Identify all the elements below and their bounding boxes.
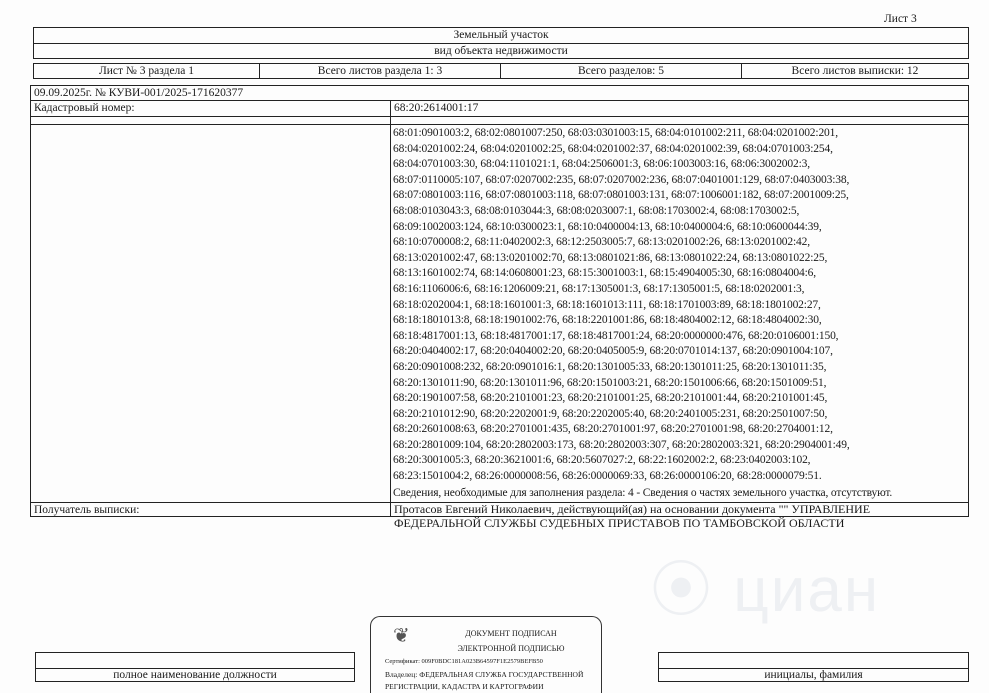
- cadastral-numbers-line: 68:07:0801003:116, 68:07:0801003:118, 68:07:0801003:131, 68:07:1006001:182, 68:07:2001009:25,: [393, 189, 849, 202]
- emblem-icon: ❦: [393, 625, 410, 647]
- cadastral-numbers-line: 68:01:0901003:2, 68:02:0801007:250, 68:03:0301003:15, 68:04:0101002:211, 68:04:0201002:201,: [393, 127, 838, 139]
- cadastral-numbers-line: 68:20:0404002:17, 68:20:0404002:20, 68:20:0405005:9, 68:20:0701014:137, 68:20:0901004:107,: [393, 345, 833, 358]
- cadastral-numbers-line: 68:20:3001005:3, 68:20:3621001:6, 68:20:5607027:2, 68:22:1602002:2, 68:23:0402003:102,: [393, 454, 811, 467]
- cadastral-numbers-line: 68:18:0202004:1, 68:18:1601001:3, 68:18:1601013:111, 68:18:1701003:89, 68:18:1801002:27,: [393, 298, 821, 311]
- stamp-owner-2: РЕГИСТРАЦИИ, КАДАСТРА И КАРТОГРАФИИ: [385, 682, 544, 691]
- cadastral-numbers-line: 68:04:0701003:30, 68:04:1101021:1, 68:04:2506001:3, 68:06:1003003:16, 68:06:3002002:3,: [393, 158, 810, 171]
- sections-total: Всего разделов: 5: [501, 64, 742, 78]
- cadastral-numbers-line: 68:04:0201002:24, 68:04:0201002:25, 68:04:0201002:37, 68:04:0201002:39, 68:04:0701003:254,: [393, 142, 833, 155]
- document-number: 09.09.2025г. № КУВИ-001/2025-171620377: [34, 87, 244, 99]
- section-sheets-total: Всего листов раздела 1: 3: [260, 64, 501, 78]
- cadastral-numbers-line: 68:13:0201002:47, 68:13:0201002:70, 68:13:0801021:86, 68:13:0801022:24, 68:13:0801022:25,: [393, 251, 828, 264]
- cadastral-numbers-line: 68:20:1901007:58, 68:20:2101001:23, 68:20:2101001:25, 68:20:2101001:44, 68:20:2101001:45,: [393, 392, 828, 405]
- name-field: [658, 652, 969, 682]
- recipient-line-1: Протасов Евгений Николаевич, действующий(ая) на основании документа "" УПРАВЛЕНИЕ: [394, 502, 871, 516]
- cadastral-number: 68:20:2614001:17: [394, 102, 479, 114]
- cadastral-numbers-line: 68:18:4817001:13, 68:18:4817001:17, 68:18:4817001:24, 68:20:0000000:476, 68:20:0106001:150,: [393, 329, 839, 342]
- recipient-label: Получатель выписки:: [34, 504, 140, 516]
- cadastral-numbers-line: 68:18:1801013:8, 68:18:1901002:76, 68:18:2201001:86, 68:18:4804002:12, 68:18:4804002:30,: [393, 314, 822, 327]
- cadastral-numbers-line: 68:23:1501004:2, 68:26:0000008:56, 68:26:0000069:33, 68:26:0000106:20, 68:28:0000079:51.: [393, 470, 822, 483]
- extract-sheets-total: Всего листов выписки: 12: [791, 65, 919, 77]
- cadastral-numbers-line: 68:16:1106006:6, 68:16:1206009:21, 68:17:1305001:3, 68:17:1305001:5, 68:18:0202001:3,: [393, 282, 805, 295]
- cadastral-numbers-line: 68:20:1301011:90, 68:20:1301011:96, 68:20:1501003:21, 68:20:1501006:66, 68:20:1501009:51,: [393, 376, 827, 389]
- cadastral-numbers-line: 68:20:2101012:90, 68:20:2202001:9, 68:20:2202005:40, 68:20:2401005:231, 68:20:2501007:50,: [393, 407, 828, 420]
- recipient-line-2: ФЕДЕРАЛЬНОЙ СЛУЖБЫ СУДЕБНЫХ ПРИСТАВОВ ПО ТАМБОВСКОЙ ОБЛАСТИ: [394, 515, 845, 530]
- cadastral-numbers-line: 68:08:0103043:3, 68:08:0103044:3, 68:08:0203007:1, 68:08:1703002:4, 68:08:1703002:5,: [393, 204, 800, 217]
- stamp-line-2: ЭЛЕКТРОННОЙ ПОДПИСЬЮ: [457, 644, 565, 653]
- sheet-of-section: Лист № 3 раздела 1: [34, 64, 260, 78]
- cadastral-numbers-line: 68:20:2601008:63, 68:20:2701001:435, 68:20:2701001:97, 68:20:2701001:98, 68:20:2704001:12,: [393, 423, 833, 436]
- cadastral-numbers-line: 68:13:1601002:74, 68:14:0608001:23, 68:15:3001003:1, 68:15:4904005:30, 68:16:0804004:6,: [393, 267, 817, 280]
- watermark: ⦿ циан: [650, 556, 881, 625]
- info-row: [33, 63, 969, 79]
- sheet-number: Лист 3: [884, 13, 917, 25]
- cadastral-numbers-line: 68:20:0901008:232, 68:20:0901016:1, 68:20:1301005:33, 68:20:1301011:25, 68:20:1301011:35,: [393, 360, 827, 373]
- stamp-line-1: ДОКУМЕНТ ПОДПИСАН: [465, 629, 557, 638]
- recipient-value: [394, 503, 870, 530]
- object-type-box: [33, 27, 969, 59]
- position-field: [35, 652, 355, 682]
- object-type: Земельный участок: [34, 28, 968, 44]
- position-label: полное наименование должности: [36, 668, 354, 682]
- cadastral-label: Кадастровый номер:: [34, 102, 135, 114]
- electronic-signature-stamp: [370, 616, 602, 693]
- cadastral-numbers-line: 68:10:0700008:2, 68:11:0402002:3, 68:12:2503005:7, 68:13:0201002:26, 68:13:0201002:42,: [393, 236, 810, 249]
- cadastral-numbers-line: 68:07:0110005:107, 68:07:0207002:235, 68:07:0207002:236, 68:07:0401001:129, 68:07:0403003:38,: [393, 173, 850, 186]
- name-label: инициалы, фамилия: [659, 668, 968, 682]
- cadastral-numbers-list: [393, 126, 850, 485]
- object-type-label: вид объекта недвижимости: [434, 45, 568, 57]
- cadastral-numbers-line: 68:20:2801009:104, 68:20:2802003:173, 68:20:2802003:307, 68:20:2802003:321, 68:20:2904001:49,: [393, 438, 850, 451]
- section-note: Сведения, необходимые для заполнения раздела: 4 - Сведения о частях земельного участка, отсутствуют.: [393, 487, 893, 499]
- stamp-certificate: Сертификат: 009F0BDC181A023B64597F1E2579BEFB50: [385, 658, 543, 665]
- cadastral-numbers-line: 68:09:1002003:124, 68:10:0300023:1, 68:10:0400004:13, 68:10:0400004:6, 68:10:0600044:39,: [393, 220, 822, 233]
- stamp-owner-1: Владелец: ФЕДЕРАЛЬНАЯ СЛУЖБА ГОСУДАРСТВЕННОЙ: [385, 670, 584, 679]
